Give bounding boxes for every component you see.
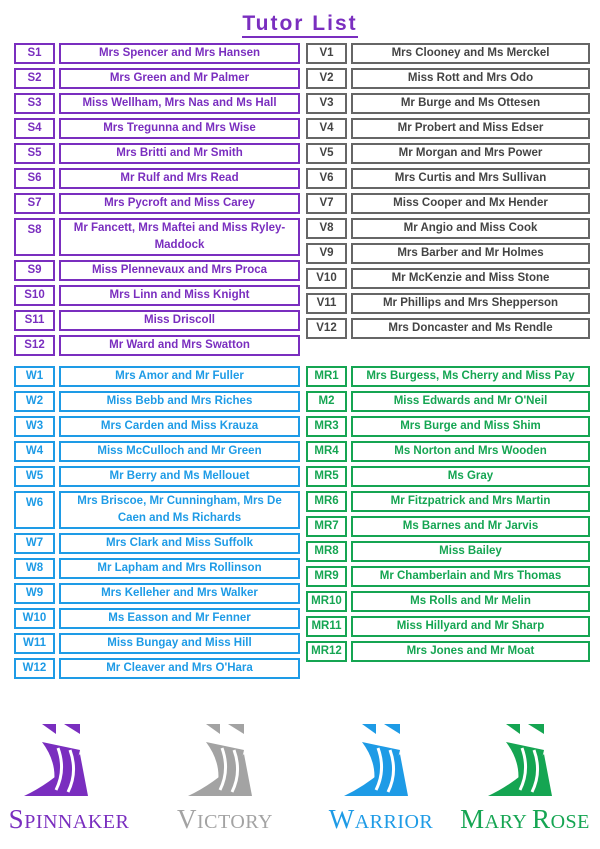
tutor-row [14, 416, 300, 437]
tutor-names: Mr McKenzie and Miss Stone [351, 268, 590, 289]
tutor-group-code: W11 [14, 633, 55, 654]
tutor-names: Mrs Pycroft and Miss Carey [59, 193, 300, 214]
tutor-group-code: W4 [14, 441, 55, 462]
tutor-row [14, 491, 300, 529]
tutor-group-code: S11 [14, 310, 55, 331]
tutor-row [14, 285, 300, 306]
tutor-row [306, 43, 590, 64]
mary-rose-house-logo [450, 722, 600, 835]
mary-rose-house-name: MARY ROSE [460, 804, 590, 834]
tutor-row [306, 93, 590, 114]
tutor-names: Mr Cleaver and Mrs O'Hara [59, 658, 300, 679]
tutor-names: Mr Probert and Miss Edser [351, 118, 590, 139]
tutor-row [306, 391, 590, 412]
tutor-row [14, 658, 300, 679]
tutor-names: Mrs Tregunna and Mrs Wise [59, 118, 300, 139]
tutor-group-code: V8 [306, 218, 347, 239]
tutor-row [14, 366, 300, 387]
tutor-row [14, 193, 300, 214]
tutor-group-code: W2 [14, 391, 55, 412]
tutor-row [14, 633, 300, 654]
tutor-row [306, 218, 590, 239]
tutor-row [14, 93, 300, 114]
tutor-names: Mr Fitzpatrick and Mrs Martin [351, 491, 590, 512]
tutor-names: Miss Cooper and Mx Hender [351, 193, 590, 214]
tutor-row [14, 118, 300, 139]
tutor-names: Mr Ward and Mrs Swatton [59, 335, 300, 356]
tutor-group-code: S3 [14, 93, 55, 114]
tutor-group-code: S1 [14, 43, 55, 64]
tutor-row [306, 243, 590, 264]
tutor-row [306, 193, 590, 214]
tutor-row [306, 416, 590, 437]
spinnaker-ship-icon [14, 722, 124, 802]
tutor-names: Miss Driscoll [59, 310, 300, 331]
tutor-row [306, 541, 590, 562]
tutor-row [306, 68, 590, 89]
tutor-names: Miss Rott and Mrs Odo [351, 68, 590, 89]
tutor-group-code: V3 [306, 93, 347, 114]
tutor-group-code: S4 [14, 118, 55, 139]
tutor-names: Mr Burge and Ms Ottesen [351, 93, 590, 114]
tutor-row [306, 591, 590, 612]
tutor-row [306, 143, 590, 164]
tutor-group-code: W9 [14, 583, 55, 604]
tutor-names: Ms Barnes and Mr Jarvis [351, 516, 590, 537]
tutor-names: Ms Gray [351, 466, 590, 487]
tutor-names: Mr Rulf and Mrs Read [59, 168, 300, 189]
tutor-group-code: V1 [306, 43, 347, 64]
tutor-group-code: S10 [14, 285, 55, 306]
tutor-names: Mrs Barber and Mr Holmes [351, 243, 590, 264]
tutor-row [306, 318, 590, 339]
tutor-row [306, 268, 590, 289]
tutor-names: Ms Rolls and Mr Melin [351, 591, 590, 612]
mary-rose-tutor-table [306, 366, 590, 666]
tutor-group-code: MR1 [306, 366, 347, 387]
tutor-group-code: MR5 [306, 466, 347, 487]
tutor-row [306, 641, 590, 662]
tutor-names: Miss Hillyard and Mr Sharp [351, 616, 590, 637]
tutor-group-code: MR11 [306, 616, 347, 637]
tutor-names: Mrs Burge and Miss Shim [351, 416, 590, 437]
tutor-group-code: V5 [306, 143, 347, 164]
tutor-row [306, 466, 590, 487]
spinnaker-tutor-table [14, 43, 300, 360]
spinnaker-house-name: SPINNAKER [8, 804, 130, 834]
tutor-group-code: V9 [306, 243, 347, 264]
tutor-names: Mrs Linn and Miss Knight [59, 285, 300, 306]
tutor-group-code: S8 [14, 218, 55, 256]
tutor-names: Mrs Clooney and Ms Merckel [351, 43, 590, 64]
warrior-house-logo [306, 722, 456, 835]
tutor-names: Mrs Kelleher and Mrs Walker [59, 583, 300, 604]
victory-house-logo [150, 722, 300, 835]
tutor-row [14, 466, 300, 487]
tutor-names: Miss Wellham, Mrs Nas and Ms Hall [59, 93, 300, 114]
tutor-group-code: V6 [306, 168, 347, 189]
tutor-row [306, 441, 590, 462]
tutor-group-code: MR12 [306, 641, 347, 662]
tutor-group-code: S7 [14, 193, 55, 214]
tutor-names: Mr Chamberlain and Mrs Thomas [351, 566, 590, 587]
tutor-row [306, 366, 590, 387]
victory-ship-icon [170, 722, 280, 802]
tutor-group-code: W8 [14, 558, 55, 579]
tutor-names: Mr Lapham and Mrs Rollinson [59, 558, 300, 579]
victory-tutor-table [306, 43, 590, 343]
tutor-names: Miss Edwards and Mr O'Neil [351, 391, 590, 412]
tutor-names: Ms Norton and Mrs Wooden [351, 441, 590, 462]
tutor-names: Mr Morgan and Mrs Power [351, 143, 590, 164]
tutor-row [14, 68, 300, 89]
tutor-group-code: S6 [14, 168, 55, 189]
tutor-group-code: M2 [306, 391, 347, 412]
tutor-names: Mr Berry and Ms Mellouet [59, 466, 300, 487]
tutor-names: Mrs Green and Mr Palmer [59, 68, 300, 89]
tutor-row [14, 143, 300, 164]
tutor-row [14, 533, 300, 554]
tutor-group-code: S12 [14, 335, 55, 356]
tutor-group-code: S2 [14, 68, 55, 89]
tutor-names: Mr Fancett, Mrs Maftei and Miss Ryley-Maddock [59, 218, 300, 256]
tutor-names: Mr Phillips and Mrs Shepperson [351, 293, 590, 314]
tutor-row [306, 293, 590, 314]
tutor-names: Mr Angio and Miss Cook [351, 218, 590, 239]
warrior-house-name: WARRIOR [328, 804, 434, 834]
tutor-group-code: MR6 [306, 491, 347, 512]
tutor-group-code: W3 [14, 416, 55, 437]
tutor-group-code: V11 [306, 293, 347, 314]
tutor-group-code: W7 [14, 533, 55, 554]
warrior-tutor-table [14, 366, 300, 683]
tutor-names: Mrs Briscoe, Mr Cunningham, Mrs De Caen and Ms Richards [59, 491, 300, 529]
tutor-row [14, 391, 300, 412]
tutor-row [14, 168, 300, 189]
tutor-group-code: S5 [14, 143, 55, 164]
tutor-group-code: MR8 [306, 541, 347, 562]
tutor-group-code: V10 [306, 268, 347, 289]
tutor-group-code: MR10 [306, 591, 347, 612]
page-title: Tutor List [0, 12, 600, 36]
tutor-names: Mrs Britti and Mr Smith [59, 143, 300, 164]
tutor-group-code: MR7 [306, 516, 347, 537]
tutor-names: Miss McCulloch and Mr Green [59, 441, 300, 462]
tutor-names: Mrs Amor and Mr Fuller [59, 366, 300, 387]
tutor-group-code: W10 [14, 608, 55, 629]
tutor-names: Ms Easson and Mr Fenner [59, 608, 300, 629]
tutor-row [306, 516, 590, 537]
tutor-names: Mrs Carden and Miss Krauza [59, 416, 300, 437]
tutor-group-code: W12 [14, 658, 55, 679]
tutor-names: Mrs Clark and Miss Suffolk [59, 533, 300, 554]
tutor-row [306, 616, 590, 637]
victory-house-name: VICTORY [177, 804, 273, 834]
tutor-group-code: W5 [14, 466, 55, 487]
tutor-group-code: MR3 [306, 416, 347, 437]
tutor-group-code: V7 [306, 193, 347, 214]
tutor-group-code: W1 [14, 366, 55, 387]
tutor-group-code: V4 [306, 118, 347, 139]
tutor-row [306, 491, 590, 512]
tutor-names: Mrs Doncaster and Ms Rendle [351, 318, 590, 339]
warrior-ship-icon [326, 722, 436, 802]
tutor-group-code: MR4 [306, 441, 347, 462]
tutor-names: Mrs Curtis and Mrs Sullivan [351, 168, 590, 189]
tutor-row [14, 218, 300, 256]
tutor-row [14, 441, 300, 462]
tutor-row [306, 118, 590, 139]
tutor-row [14, 260, 300, 281]
tutor-names: Miss Bailey [351, 541, 590, 562]
tutor-group-code: S9 [14, 260, 55, 281]
mary-rose-ship-icon [470, 722, 580, 802]
tutor-names: Mrs Burgess, Ms Cherry and Miss Pay [351, 366, 590, 387]
tutor-row [14, 310, 300, 331]
tutor-row [14, 608, 300, 629]
tutor-names: Miss Plennevaux and Mrs Proca [59, 260, 300, 281]
tutor-row [306, 168, 590, 189]
tutor-row [14, 558, 300, 579]
tutor-group-code: V12 [306, 318, 347, 339]
tutor-names: Mrs Jones and Mr Moat [351, 641, 590, 662]
tutor-row [306, 566, 590, 587]
tutor-row [14, 583, 300, 604]
tutor-group-code: W6 [14, 491, 55, 529]
tutor-names: Mrs Spencer and Mrs Hansen [59, 43, 300, 64]
tutor-row [14, 335, 300, 356]
tutor-group-code: MR9 [306, 566, 347, 587]
tutor-group-code: V2 [306, 68, 347, 89]
spinnaker-house-logo [0, 722, 144, 835]
tutor-row [14, 43, 300, 64]
tutor-names: Miss Bebb and Mrs Riches [59, 391, 300, 412]
tutor-names: Miss Bungay and Miss Hill [59, 633, 300, 654]
